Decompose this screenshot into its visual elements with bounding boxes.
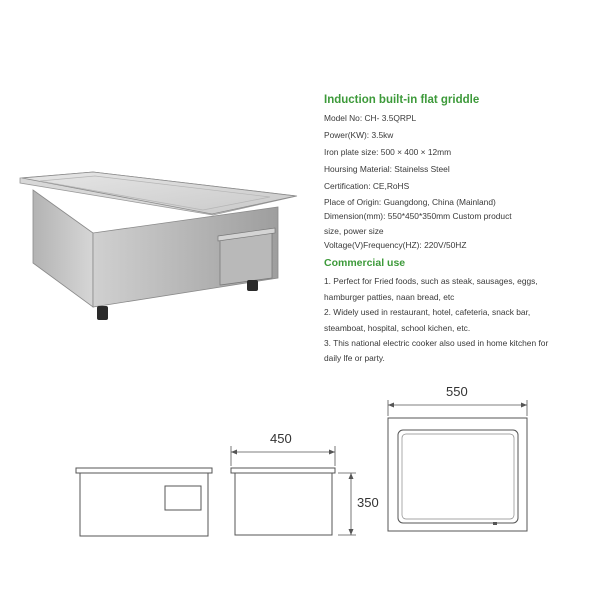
use-line: 1. Perfect for Fried foods, such as steak, sausages, eggs,: [324, 276, 538, 286]
product-title: Induction built-in flat griddle: [324, 94, 480, 106]
spec-dimension-cont: size, power size: [324, 226, 384, 236]
commercial-use-title: Commercial use: [324, 257, 406, 269]
use-line: daily lfe or party.: [324, 353, 385, 363]
dimension-height-label: 350: [357, 495, 379, 510]
spec-dimension: Dimension(mm): 550*450*350mm Custom product: [324, 211, 512, 221]
dimension-width-label: 550: [446, 384, 468, 399]
spec-origin: Place of Origin: Guangdong, China (Mainland): [324, 197, 496, 207]
use-line: 2. Widely used in restaurant, hotel, cafeteria, snack bar,: [324, 307, 531, 317]
dimension-depth-label: 450: [270, 431, 292, 446]
spec-power: Power(KW): 3.5kw: [324, 130, 394, 140]
spec-voltage: Voltage(V)Frequency(HZ): 220V/50HZ: [324, 240, 467, 250]
use-line: hamburger patties, naan bread, etc: [324, 292, 455, 302]
front-view-drawer: [165, 486, 201, 510]
use-line: 3. This national electric cooker also used in home kitchen for: [324, 338, 549, 348]
use-line: steamboat, hospital, school kichen, etc.: [324, 323, 471, 333]
spec-model: Model No: CH- 3.5QRPL: [324, 113, 417, 123]
top-view-drawing: [388, 400, 527, 531]
spec-certification: Certification: CE,RoHS: [324, 181, 410, 191]
side-view-drawing: [231, 446, 356, 535]
front-view-drawing: [76, 468, 212, 536]
spec-material: Hoursing Material: Stainelss Steel: [324, 164, 450, 174]
spec-plate-size: Iron plate size: 500 × 400 × 12mm: [324, 147, 452, 157]
